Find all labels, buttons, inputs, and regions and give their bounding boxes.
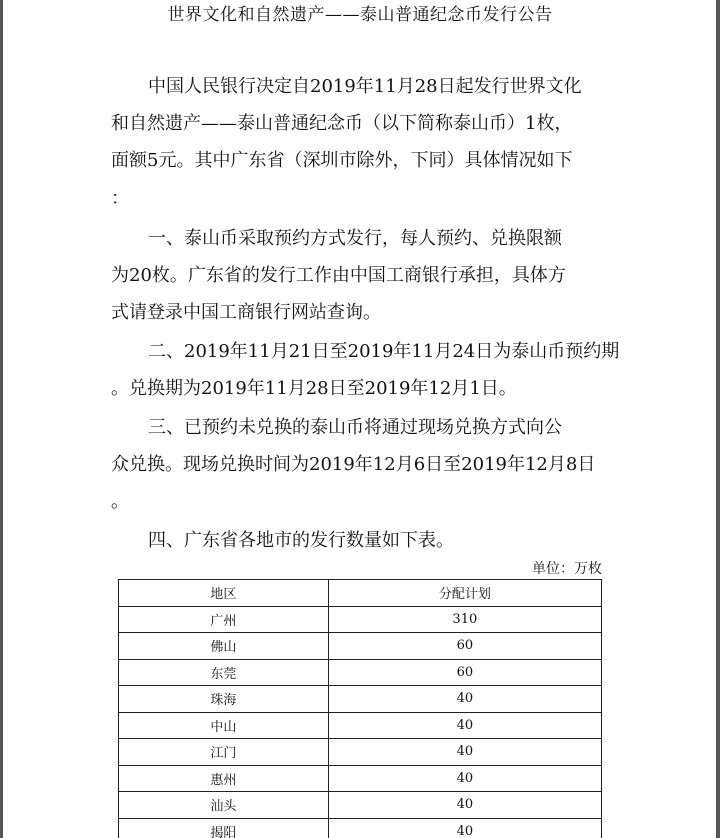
right-border [716,0,720,838]
paragraph-line: 中国人民银行决定自2019年11月28日起发行世界文化 [148,76,582,97]
plan-cell: 40 [328,686,601,713]
region-cell: 珠海 [119,686,329,713]
table-row [119,633,602,660]
region-cell: 中山 [119,712,329,739]
paragraph-line: 。 [111,491,129,513]
region-cell: 佛山 [119,633,329,660]
paragraph-item-4 [111,522,611,559]
table-row [119,659,602,686]
header-plan: 分配计划 [328,580,601,607]
paragraph-line: 四、广东省各地市的发行数量如下表。 [148,530,454,551]
paragraph-item-2 [111,333,620,407]
plan-cell: 60 [328,633,601,660]
paragraph-line: 面额5元。其中广东省（深圳市除外，下同）具体情况如下 [111,150,573,172]
region-cell: 汕头 [119,792,329,819]
paragraph-line: 一、泰山币采取预约方式发行，每人预约、兑换限额 [148,228,562,249]
left-border [0,0,3,838]
table-row [119,739,602,766]
plan-cell: 310 [328,606,601,633]
paragraph-line: 三、已预约未兑换的泰山币将通过现场兑换方式向公 [148,417,562,438]
table-row [119,712,602,739]
region-cell: 广州 [119,606,329,633]
region-cell: 东莞 [119,659,329,686]
plan-cell: 60 [328,659,601,686]
paragraph-intro [111,68,611,217]
paragraph-line: ： [111,187,129,209]
region-cell: 惠州 [119,765,329,792]
paragraph-item-1 [111,220,611,332]
plan-cell: 40 [328,712,601,739]
distribution-table [118,579,602,838]
table-unit-label: 单位：万枚 [532,561,602,577]
paragraph-item-3 [111,409,611,521]
plan-cell: 40 [328,765,601,792]
header-region: 地区 [119,580,329,607]
paragraph-line: 二、2019年11月21日至2019年11月24日为泰山币预约期 [148,341,620,362]
plan-cell: 40 [328,818,601,838]
table-row [119,765,602,792]
paragraph-line: 众兑换。现场兑换时间为2019年12月6日至2019年12月8日 [111,454,596,476]
paragraph-line: 和自然遗产——泰山普通纪念币（以下简称泰山币）1枚， [111,113,573,135]
paragraph-line: 。兑换期为2019年11月28日至2019年12月1日。 [111,378,517,400]
document-title: 世界文化和自然遗产——泰山普通纪念币发行公告 [167,5,553,25]
paragraph-line: 式请登录中国工商银行网站查询。 [111,302,381,324]
table-header-row [119,580,602,607]
region-cell: 揭阳 [119,818,329,838]
table-row [119,606,602,633]
table-row [119,686,602,713]
paragraph-line: 为20枚。广东省的发行工作由中国工商银行承担，具体方 [111,265,566,287]
table-row [119,792,602,819]
region-cell: 江门 [119,739,329,766]
plan-cell: 40 [328,739,601,766]
plan-cell: 40 [328,792,601,819]
table-row [119,818,602,838]
